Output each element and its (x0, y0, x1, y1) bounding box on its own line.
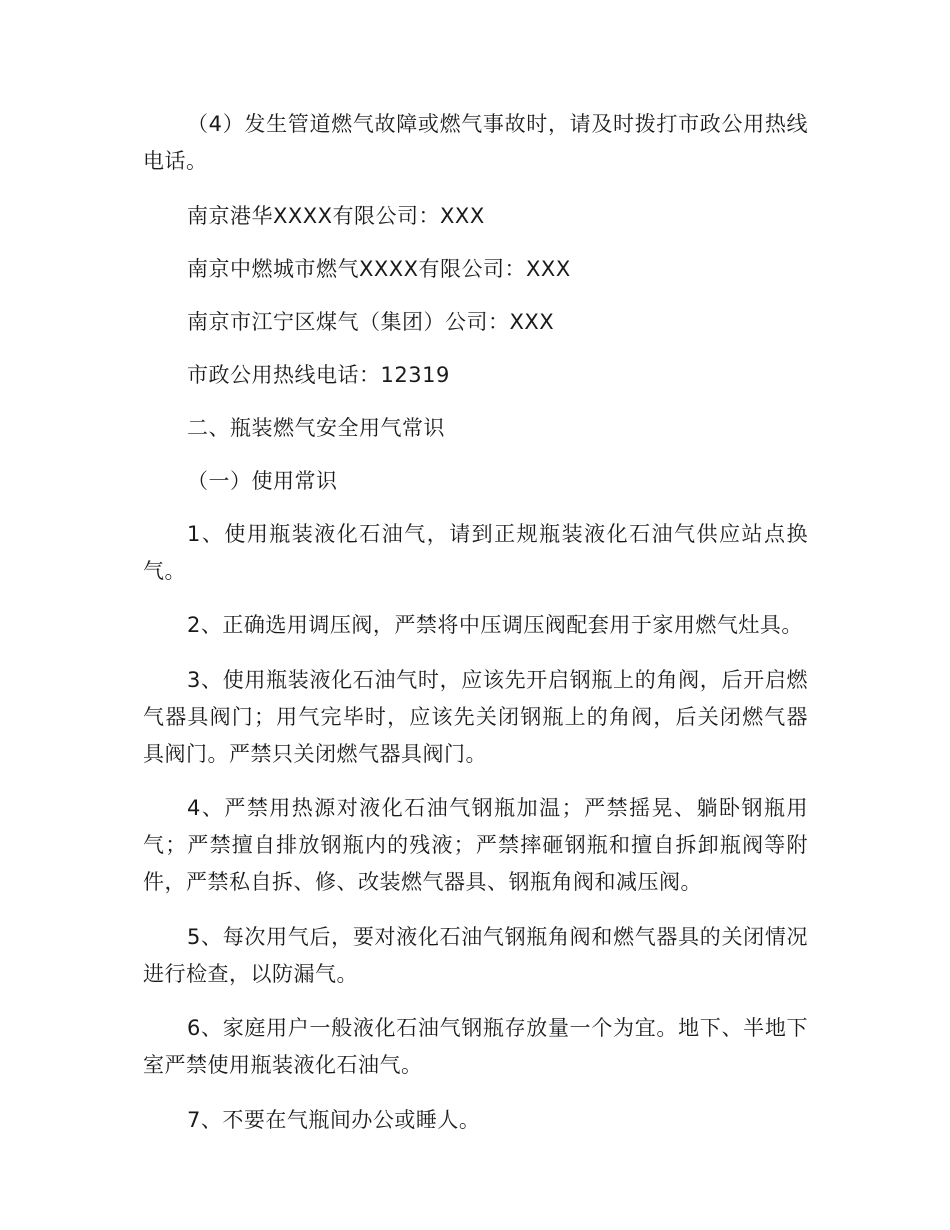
paragraph-item-2: 2、正确选用调压阀，严禁将中压调压阀配套用于家用燃气灶具。 (187, 613, 803, 637)
paragraph-item-3: 3、使用瓶装液化石油气时，应该先开启钢瓶上的角阀，后开启燃气器具阀门；用气完毕时，应该先关闭钢瓶上的角阀，后关闭燃气器具阀门。严禁只关闭燃气器具阀门。 (143, 667, 808, 766)
document-body (143, 106, 808, 1156)
paragraph-item-5: 5、每次用气后，要对液化石油气钢瓶角阀和燃气器具的关闭情况进行检查，以防漏气。 (143, 924, 808, 986)
paragraph-pipeline-hotline: （4）发生管道燃气故障或燃气事故时，请及时拨打市政公用热线电话。 (143, 112, 808, 173)
paragraph-hotline-number: 市政公用热线电话：12319 (187, 362, 450, 387)
paragraph-company-ganghua: 南京港华XXXX有限公司：XXX (187, 203, 485, 228)
section-heading-bottled-gas: 二、瓶装燃气安全用气常识 (187, 415, 445, 440)
paragraph-item-7: 7、不要在气瓶间办公或睡人。 (187, 1107, 481, 1132)
subsection-heading-usage: （一）使用常识 (187, 468, 338, 493)
paragraph-item-4: 4、严禁用热源对液化石油气钢瓶加温；严禁摇晃、躺卧钢瓶用气；严禁擅自排放钢瓶内的残液；严禁摔砸钢瓶和擅自拆卸瓶阀等附件，严禁私自拆、修、改装燃气器具、钢瓶角阀和减压阀。 (143, 796, 808, 894)
paragraph-company-jiangning: 南京市江宁区煤气（集团）公司：XXX (187, 309, 555, 334)
paragraph-item-1: 1、使用瓶装液化石油气，请到正规瓶装液化石油气供应站点换气。 (143, 521, 808, 583)
paragraph-item-6: 6、家庭用户一般液化石油气钢瓶存放量一个为宜。地下、半地下室严禁使用瓶装液化石油气。 (143, 1016, 808, 1077)
paragraph-company-zhongran: 南京中燃城市燃气XXXX有限公司：XXX (187, 256, 571, 281)
